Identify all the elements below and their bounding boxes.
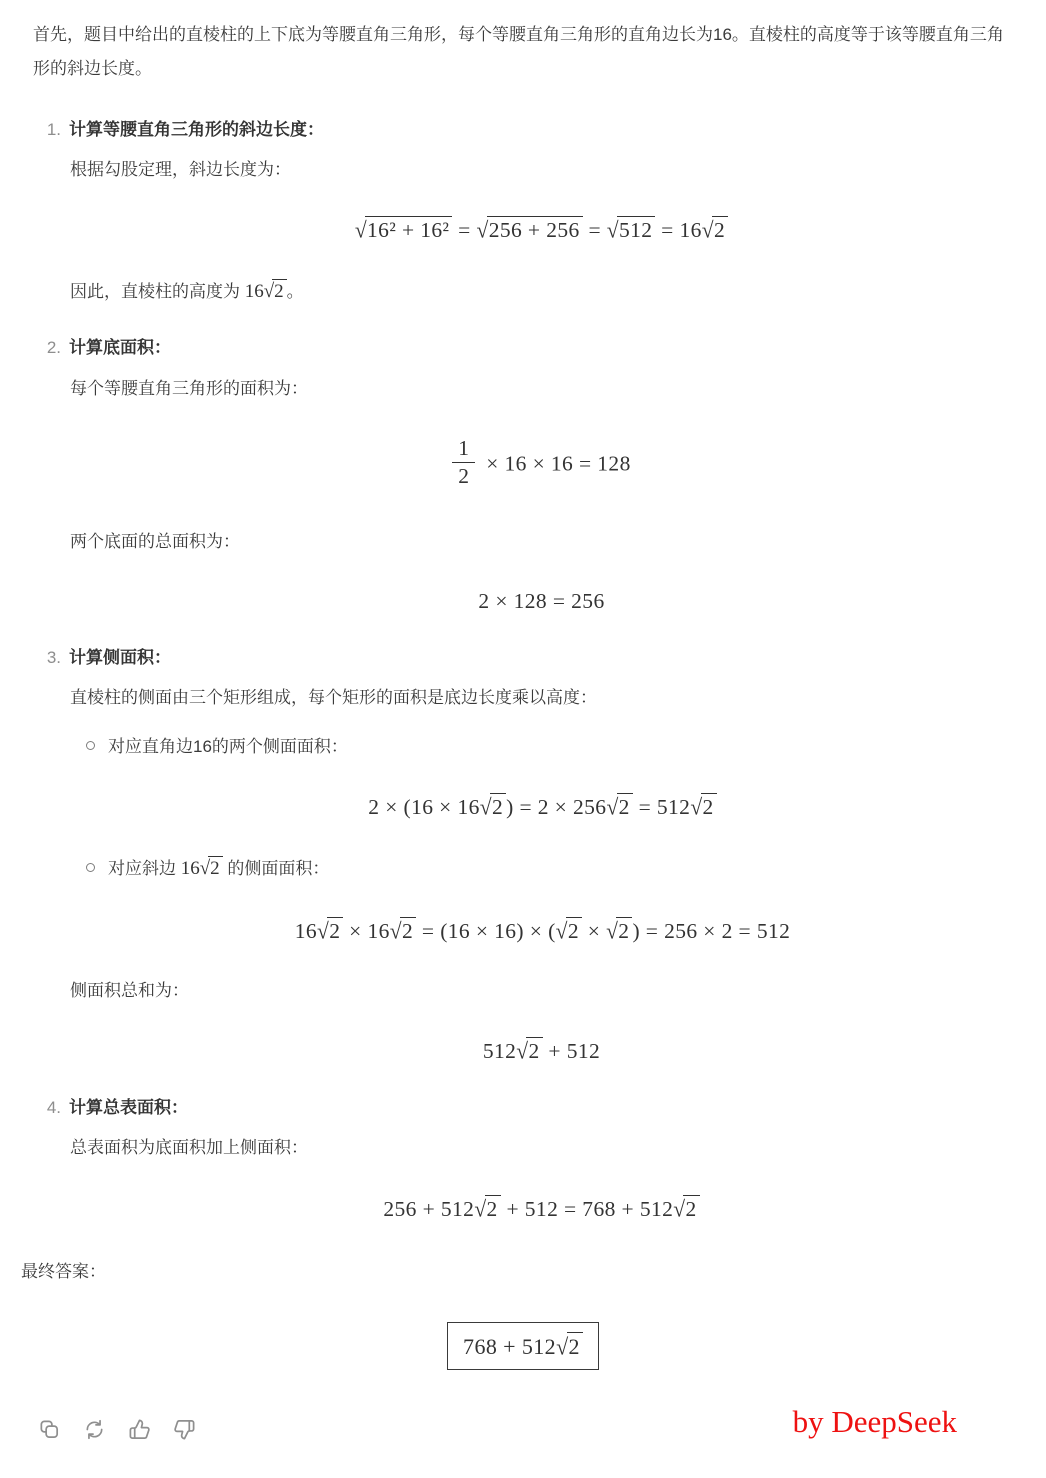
- step-title: 计算总表面积：: [69, 1098, 188, 1118]
- step-heading: [45, 644, 1013, 671]
- radical-sign: √: [317, 918, 330, 944]
- sqrt-expression: [355, 216, 453, 243]
- fraction: [452, 435, 475, 490]
- radicand: 2: [485, 1195, 501, 1222]
- sqrt-expression: [516, 1037, 542, 1064]
- sqrt-expression: [556, 917, 582, 944]
- step-item: [45, 1094, 1013, 1221]
- sub-bullet-label: [108, 730, 348, 763]
- step-body: [45, 1131, 1013, 1221]
- math-run: 16: [244, 281, 264, 303]
- thumbs-up-icon: [128, 1418, 151, 1441]
- copy-button[interactable]: [37, 1417, 62, 1442]
- text-run: 直棱柱的侧面由三个矩形组成，每个矩形的面积是底边长度乘以高度：: [70, 687, 597, 707]
- math-run: 16: [180, 858, 200, 880]
- text-run: 侧面积总和为：: [70, 981, 189, 1001]
- radical-sign: √: [606, 217, 619, 243]
- final-answer-box: [447, 1322, 599, 1370]
- radical-sign: √: [690, 794, 703, 820]
- math-formula: [72, 793, 1013, 820]
- step-item: [45, 116, 1013, 310]
- radicand: 2: [701, 793, 717, 820]
- sqrt-expression: [264, 273, 287, 310]
- math-run: =: [582, 218, 607, 243]
- thumbs-up-button[interactable]: [127, 1417, 152, 1442]
- math-run: 2 × 128 = 256: [478, 588, 605, 613]
- math-formula: [70, 1037, 1013, 1064]
- text-run: 对应直角边16的两个侧面面积：: [108, 736, 348, 756]
- math-run: 768 + 512: [463, 1333, 557, 1359]
- radical-sign: √: [474, 1196, 487, 1222]
- message-footer: [33, 1403, 1013, 1448]
- sqrt-expression: [476, 216, 582, 243]
- radicand: 256 + 256: [487, 216, 583, 243]
- step-item: [45, 644, 1013, 1065]
- step-paragraph: [70, 153, 1013, 186]
- sub-bullet-label: [108, 850, 329, 887]
- radicand: 2: [208, 856, 223, 880]
- text-run: 对应斜边: [108, 859, 181, 879]
- step-number: 4.: [46, 1098, 61, 1118]
- math-run: = 16: [655, 218, 702, 243]
- step-title: 计算底面积：: [69, 338, 171, 358]
- math-run: = (16 × 16) × (: [416, 919, 556, 944]
- step-title: 计算等腰直角三角形的斜边长度：: [69, 120, 324, 139]
- step-paragraph: [70, 273, 1013, 310]
- final-answer-wrap: [33, 1322, 1013, 1370]
- step-title: 计算侧面积：: [69, 647, 171, 667]
- step-paragraph: [70, 372, 1013, 405]
- math-run: ) = 2 × 256: [506, 795, 607, 820]
- text-run: 两个底面的总面积为：: [70, 532, 240, 552]
- step-number: 1.: [46, 120, 61, 139]
- text-run: 根据勾股定理，斜边长度为：: [70, 160, 291, 180]
- radical-sign: √: [479, 794, 492, 820]
- thumbs-down-icon: [173, 1418, 196, 1441]
- text-run: 每个等腰直角三角形的面积为：: [70, 378, 308, 398]
- sqrt-expression: [474, 1195, 500, 1222]
- sub-bullet-list: [72, 730, 1013, 944]
- sqrt-expression: [673, 1195, 699, 1222]
- step-heading: [45, 334, 1013, 361]
- math-run: 256 + 512: [383, 1196, 475, 1221]
- thumbs-down-button[interactable]: [172, 1417, 197, 1442]
- step-body: [45, 153, 1013, 310]
- step-paragraph: [70, 1131, 1013, 1164]
- text-run: 的侧面面积：: [222, 859, 330, 879]
- radical-sign: √: [516, 1038, 529, 1064]
- bullet-circle-icon: [86, 741, 95, 750]
- radical-sign: √: [606, 918, 619, 944]
- action-bar: [37, 1417, 197, 1442]
- math-run: ) = 256 × 2 = 512: [632, 919, 791, 944]
- steps-list: [33, 116, 1013, 1222]
- radical-sign: √: [389, 918, 402, 944]
- radical-sign: √: [606, 794, 619, 820]
- radicand: 2: [490, 793, 506, 820]
- radicand: 2: [526, 1037, 542, 1064]
- radicand: 16² + 16²: [365, 216, 452, 243]
- math-run: + 512: [542, 1039, 601, 1064]
- denominator: 2: [452, 462, 475, 490]
- radicand: 2: [400, 917, 416, 944]
- text-run: 总表面积为底面积加上侧面积：: [70, 1138, 308, 1158]
- text-run: 。: [286, 282, 304, 302]
- radical-sign: √: [673, 1196, 686, 1222]
- numerator: 1: [458, 435, 470, 460]
- math-formula: [70, 589, 1013, 614]
- step-item: [45, 334, 1013, 613]
- text-run: 因此，直棱柱的高度为: [70, 282, 245, 302]
- bullet-circle-icon: [86, 863, 95, 872]
- step-paragraph: [70, 681, 1013, 714]
- radical-sign: √: [701, 217, 714, 243]
- step-number: 3.: [46, 647, 61, 667]
- sqrt-expression: [200, 850, 223, 887]
- step-body: [45, 681, 1013, 1064]
- byline: by DeepSeek: [792, 1403, 957, 1439]
- sub-bullet-item: [86, 850, 1013, 887]
- math-run: =: [452, 218, 477, 243]
- radical-sign: √: [476, 217, 489, 243]
- math-run: ×: [582, 919, 607, 944]
- intro-paragraph: 首先，题目中给出的直棱柱的上下底为等腰直角三角形，每个等腰直角三角形的直角边长为16。直棱柱的高度等于该等腰直角三角形的斜边长度。: [33, 25, 1004, 78]
- sqrt-expression: [390, 917, 416, 944]
- regenerate-button[interactable]: [82, 1417, 107, 1442]
- step-heading: [45, 116, 1013, 143]
- radicand: 2: [616, 917, 632, 944]
- math-run: × 16: [343, 919, 390, 944]
- sqrt-expression: [702, 216, 728, 243]
- regenerate-icon: [83, 1418, 106, 1441]
- radical-sign: √: [354, 217, 368, 243]
- radicand: 2: [272, 279, 287, 303]
- math-formula: [70, 435, 1013, 496]
- step-body: [45, 372, 1013, 614]
- sub-bullet-item: [86, 730, 1013, 763]
- math-run: 16: [294, 919, 318, 944]
- sqrt-expression: [480, 793, 506, 820]
- radical-sign: √: [555, 918, 568, 944]
- radicand: 2: [567, 1332, 583, 1359]
- radical-sign: √: [556, 1333, 569, 1360]
- final-answer-label: 最终答案：: [21, 1261, 106, 1281]
- math-run: + 512 = 768 + 512: [500, 1196, 674, 1221]
- math-formula: [70, 216, 1013, 243]
- radicand: 512: [617, 216, 655, 243]
- radicand: 2: [712, 216, 728, 243]
- radicand: 2: [683, 1195, 699, 1222]
- math-run: 2 × (16 × 16: [368, 795, 480, 820]
- step-paragraph: [70, 525, 1013, 558]
- radicand: 2: [566, 917, 582, 944]
- math-formula: [72, 917, 1013, 944]
- radicand: 2: [617, 793, 633, 820]
- sqrt-expression: [606, 917, 632, 944]
- radical-sign: √: [199, 857, 211, 880]
- copy-icon: [38, 1418, 61, 1441]
- sqrt-expression: [556, 1332, 583, 1360]
- math-formula: [70, 1195, 1013, 1222]
- step-heading: [45, 1094, 1013, 1121]
- step-number: 2.: [46, 338, 61, 358]
- math-run: × 16 × 16 = 128: [480, 451, 631, 476]
- step-paragraph: [70, 974, 1013, 1007]
- sqrt-expression: [317, 917, 343, 944]
- math-run: = 512: [632, 795, 691, 820]
- sqrt-expression: [607, 216, 656, 243]
- radicand: 2: [327, 917, 343, 944]
- math-run: 512: [482, 1039, 517, 1064]
- sqrt-expression: [690, 793, 716, 820]
- radical-sign: √: [263, 280, 275, 303]
- sqrt-expression: [606, 793, 632, 820]
